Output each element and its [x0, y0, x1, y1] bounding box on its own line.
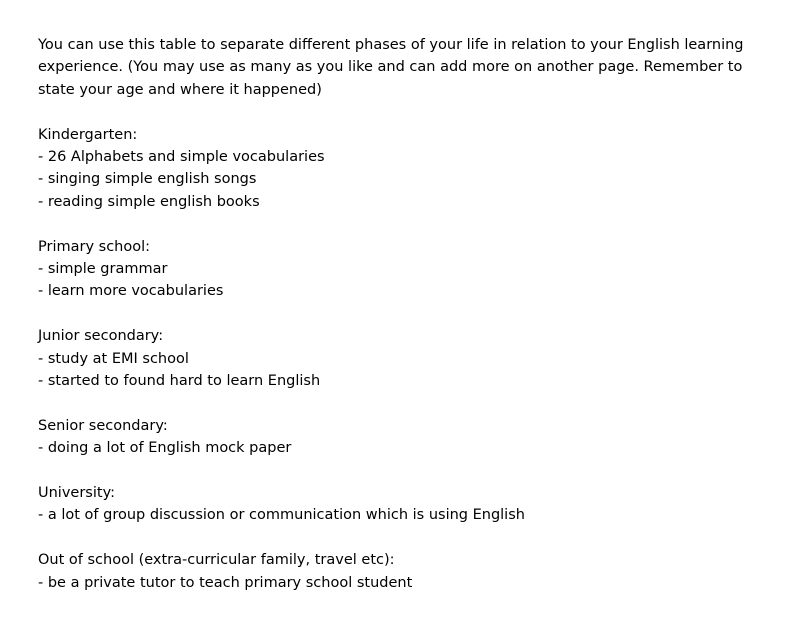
list-item: - study at EMI school [38, 350, 189, 367]
intro-paragraph [38, 34, 773, 101]
list-item: - simple grammar [38, 261, 168, 278]
section-junior-secondary [38, 325, 773, 392]
list-item: - learn more vocabularies [38, 283, 224, 300]
list-item: - be a private tutor to teach primary school student [38, 574, 413, 591]
document-body [38, 34, 773, 594]
section-heading: Kindergarten: [38, 126, 138, 143]
list-item: - singing simple english songs [38, 171, 257, 188]
intro-line: experience. (You may use as many as you like and can add more on another page. Remember to [38, 59, 743, 76]
section-heading: Junior secondary: [38, 328, 164, 345]
section-university [38, 482, 773, 527]
section-senior-secondary [38, 415, 773, 460]
list-item: - doing a lot of English mock paper [38, 440, 292, 457]
list-item: - reading simple english books [38, 193, 260, 210]
section-heading: Out of school (extra-curricular family, travel etc): [38, 552, 395, 569]
section-heading: Primary school: [38, 238, 151, 255]
section-heading: University: [38, 485, 115, 502]
section-heading: Senior secondary: [38, 417, 168, 434]
list-item: - 26 Alphabets and simple vocabularies [38, 149, 325, 166]
section-out-of-school [38, 549, 773, 594]
section-kindergarten [38, 124, 773, 214]
intro-line: You can use this table to separate different phases of your life in relation to your English learning [38, 37, 744, 53]
list-item: - started to found hard to learn English [38, 373, 321, 390]
list-item: - a lot of group discussion or communication which is using English [38, 507, 525, 524]
intro-line: state your age and where it happened) [38, 81, 322, 98]
section-primary-school [38, 236, 773, 303]
